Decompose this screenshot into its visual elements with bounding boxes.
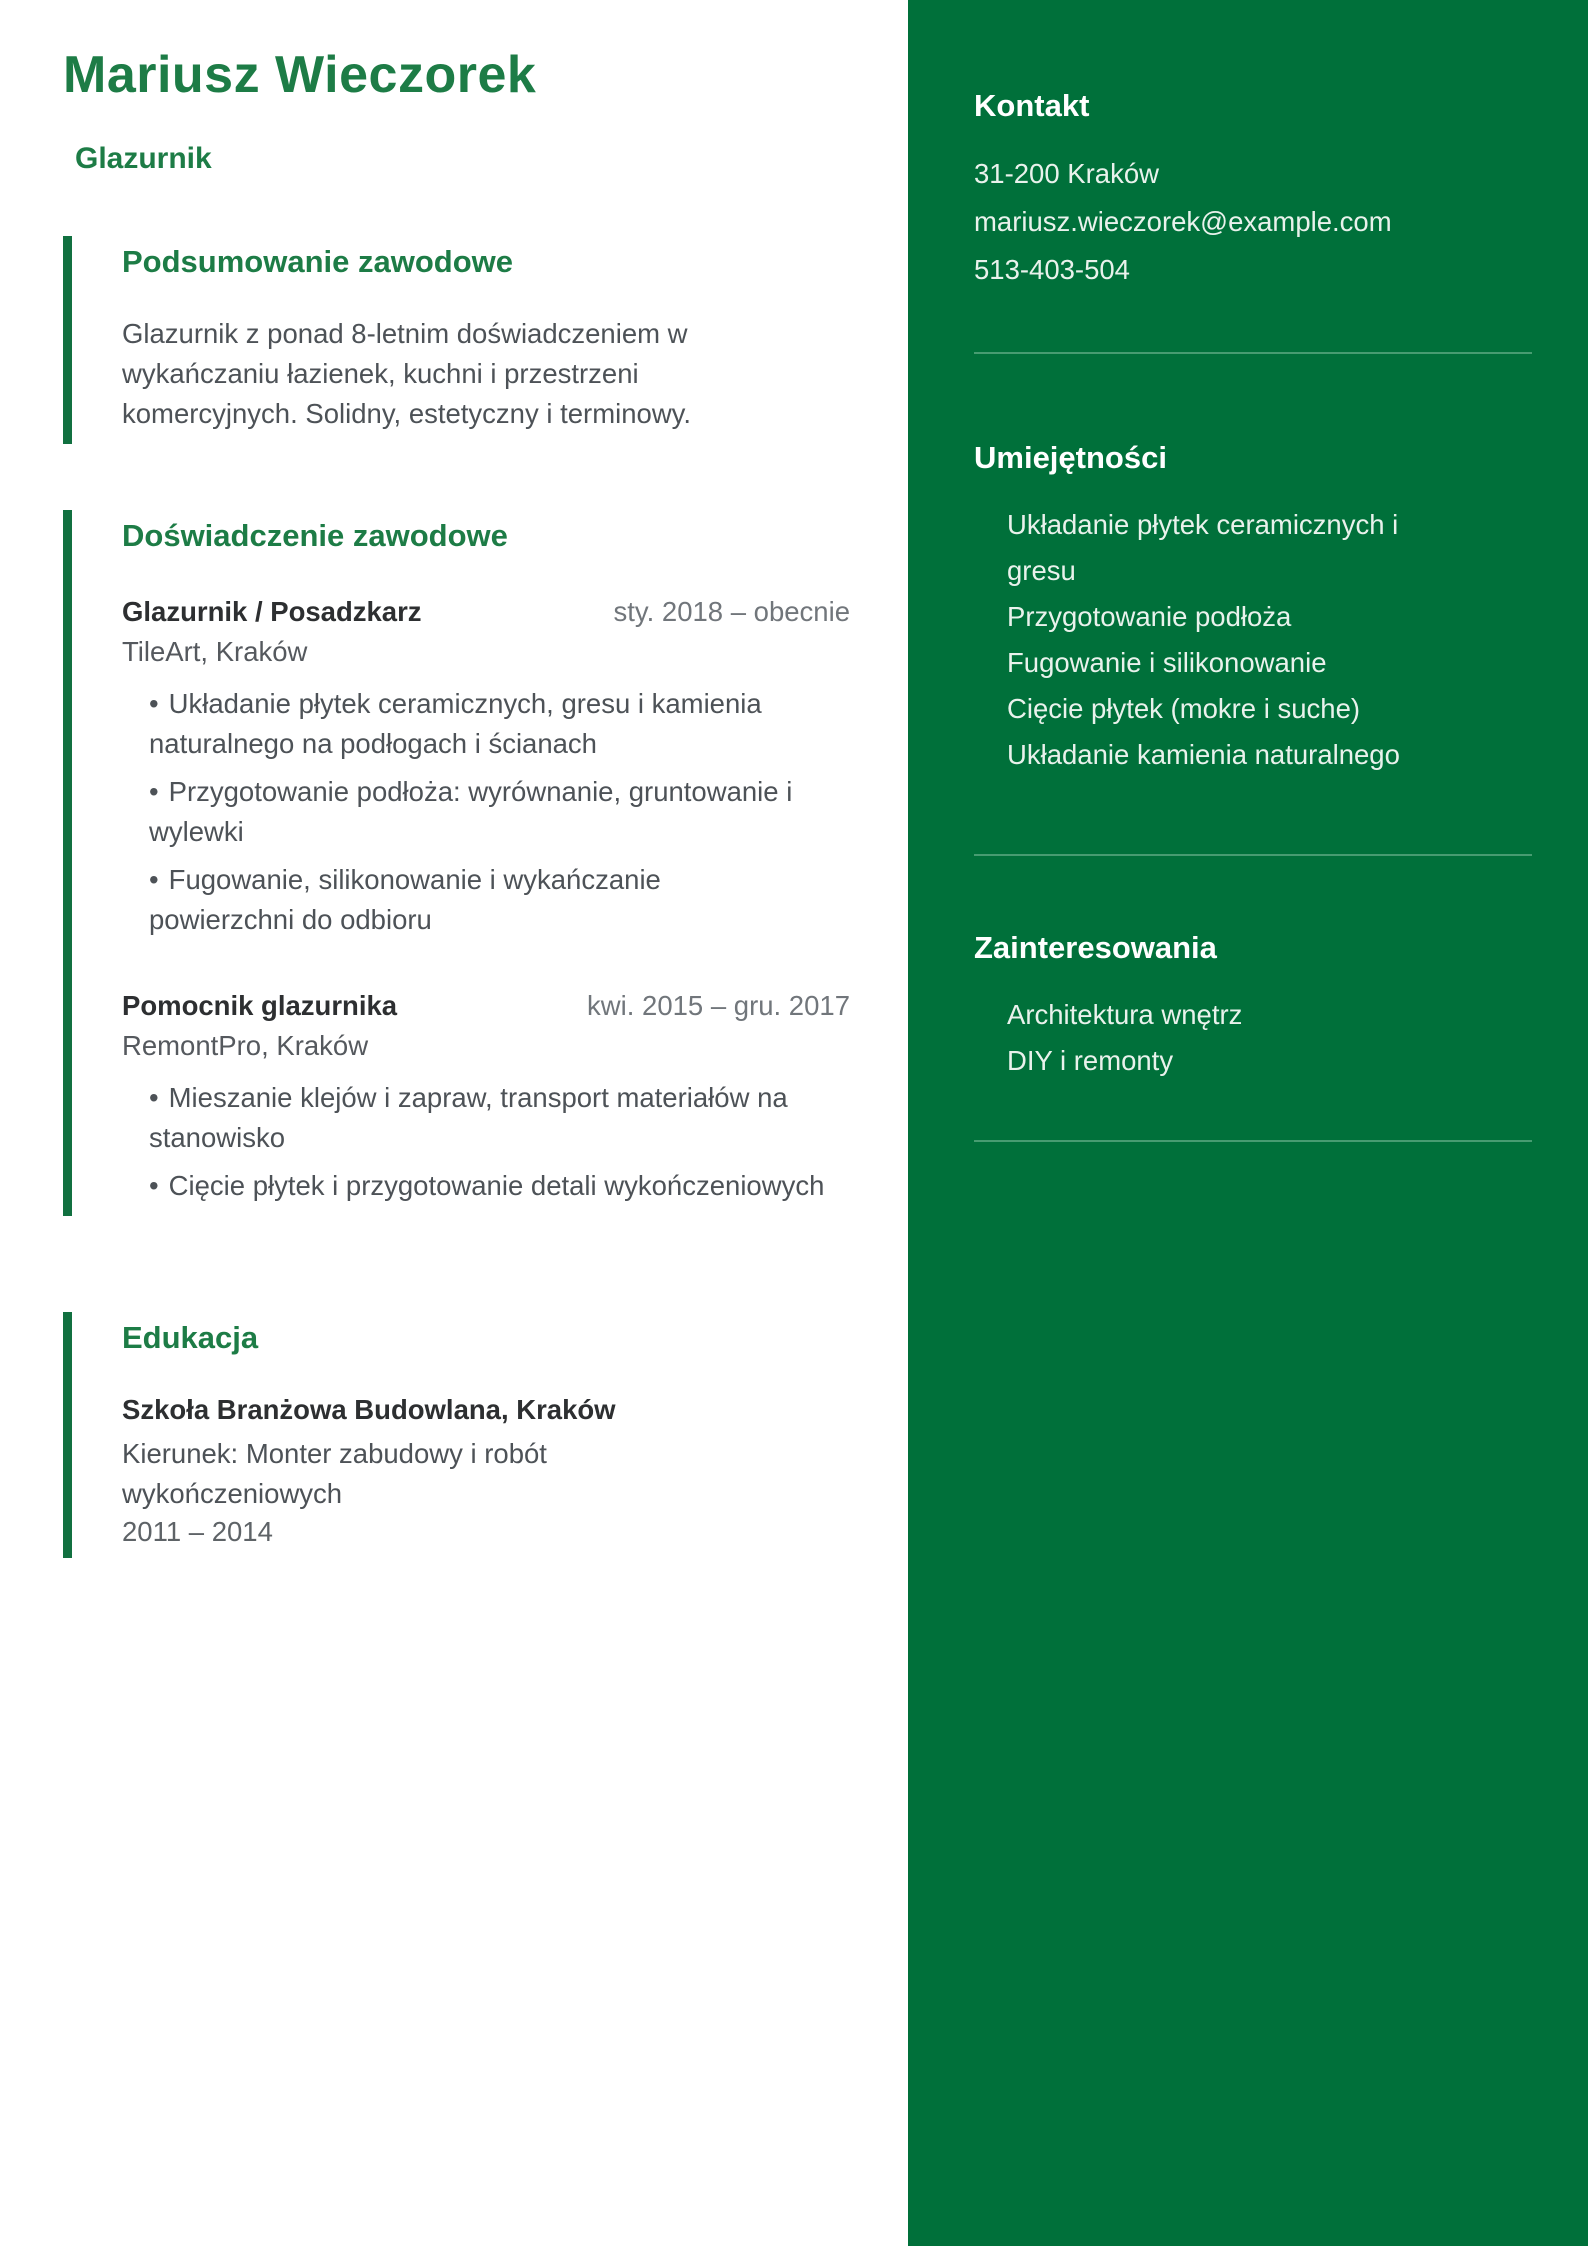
contact-lines [974,150,1532,294]
section-experience [63,510,850,1216]
job-bullet-text: Fugowanie, silikonowanie i wykańczanie powierzchni do odbioru [149,863,661,935]
job-bullet-list [122,684,850,940]
job-bullet [149,772,799,852]
skill-item: Układanie kamienia naturalnego [1007,739,1400,770]
sidebar-section-skills [974,440,1532,778]
contact-email: mariusz.wieczorek@example.com [974,206,1392,237]
skill-item: Cięcie płytek (mokre i suche) [1007,693,1361,724]
interest-item: Architektura wnętrz [1007,999,1243,1030]
bullet-dot-icon: • [149,775,159,807]
skills-heading: Umiejętności [974,440,1167,475]
job-bullet-text: Cięcie płytek i przygotowanie detali wykończeniowych [168,1169,825,1201]
job-bullet-text: Mieszanie klejów i zapraw, transport materiałów na stanowisko [149,1081,788,1153]
job-entry [122,990,850,1206]
job-bullet [149,1166,849,1206]
skill-item: Fugowanie i silikonowanie [1007,647,1327,678]
bullet-dot-icon: • [149,687,159,719]
job-header-row [122,596,850,628]
job-company: TileArt, Kraków [122,635,308,667]
skill-item: Przygotowanie podłoża [1007,601,1292,632]
skills-list [974,502,1532,778]
section-summary [63,236,850,444]
person-name: Mariusz Wieczorek [63,46,537,104]
interests-heading: Zainteresowania [974,930,1217,965]
bullet-dot-icon: • [149,1169,159,1201]
job-bullet [149,860,799,940]
summary-text: Glazurnik z ponad 8-letnim doświadczeniem w wykańczaniu łazienek, kuchni i przestrzeni komercyjnych. Solidny, estetyczny i terminowy. [122,317,692,429]
contact-address: 31-200 Kraków [974,158,1159,189]
summary-heading: Podsumowanie zawodowe [122,243,513,279]
sidebar-divider [974,854,1532,856]
education-heading: Edukacja [122,1319,259,1355]
main-column [0,0,908,1558]
sidebar-section-interests [974,930,1532,1084]
skill-item: Układanie płytek ceramicznych i gresu [1007,509,1399,586]
education-years: 2011 – 2014 [122,1515,273,1547]
job-bullet [149,1078,849,1158]
job-header-row [122,990,850,1022]
sidebar [908,0,1588,2246]
education-program: Kierunek: Monter zabudowy i robót wykończeniowych [122,1437,547,1509]
contact-heading: Kontakt [974,88,1090,123]
bullet-dot-icon: • [149,1081,159,1113]
job-entry [122,596,850,940]
job-bullet [149,684,799,764]
person-job-title: Glazurnik [75,141,212,175]
education-school: Szkoła Branżowa Budowlana, Kraków [122,1393,616,1425]
contact-phone: 513-403-504 [974,254,1130,285]
job-bullet-text: Przygotowanie podłoża: wyrównanie, gruntowanie i wylewki [149,775,793,847]
job-bullet-list [122,1078,850,1206]
sidebar-section-contact [974,88,1532,294]
job-dates: sty. 2018 – obecnie [613,595,850,627]
job-title: Pomocnik glazurnika [122,989,398,1021]
sidebar-divider [974,352,1532,354]
job-bullet-text: Układanie płytek ceramicznych, gresu i kamienia naturalnego na podłogach i ścianach [149,687,762,759]
interests-list [974,992,1532,1084]
experience-heading: Doświadczenie zawodowe [122,517,508,553]
job-dates: kwi. 2015 – gru. 2017 [587,989,850,1021]
job-title: Glazurnik / Posadzkarz [122,595,422,627]
interest-item: DIY i remonty [1007,1045,1174,1076]
section-education [63,1312,850,1558]
sidebar-divider [974,1140,1532,1142]
bullet-dot-icon: • [149,863,159,895]
job-company: RemontPro, Kraków [122,1029,369,1061]
